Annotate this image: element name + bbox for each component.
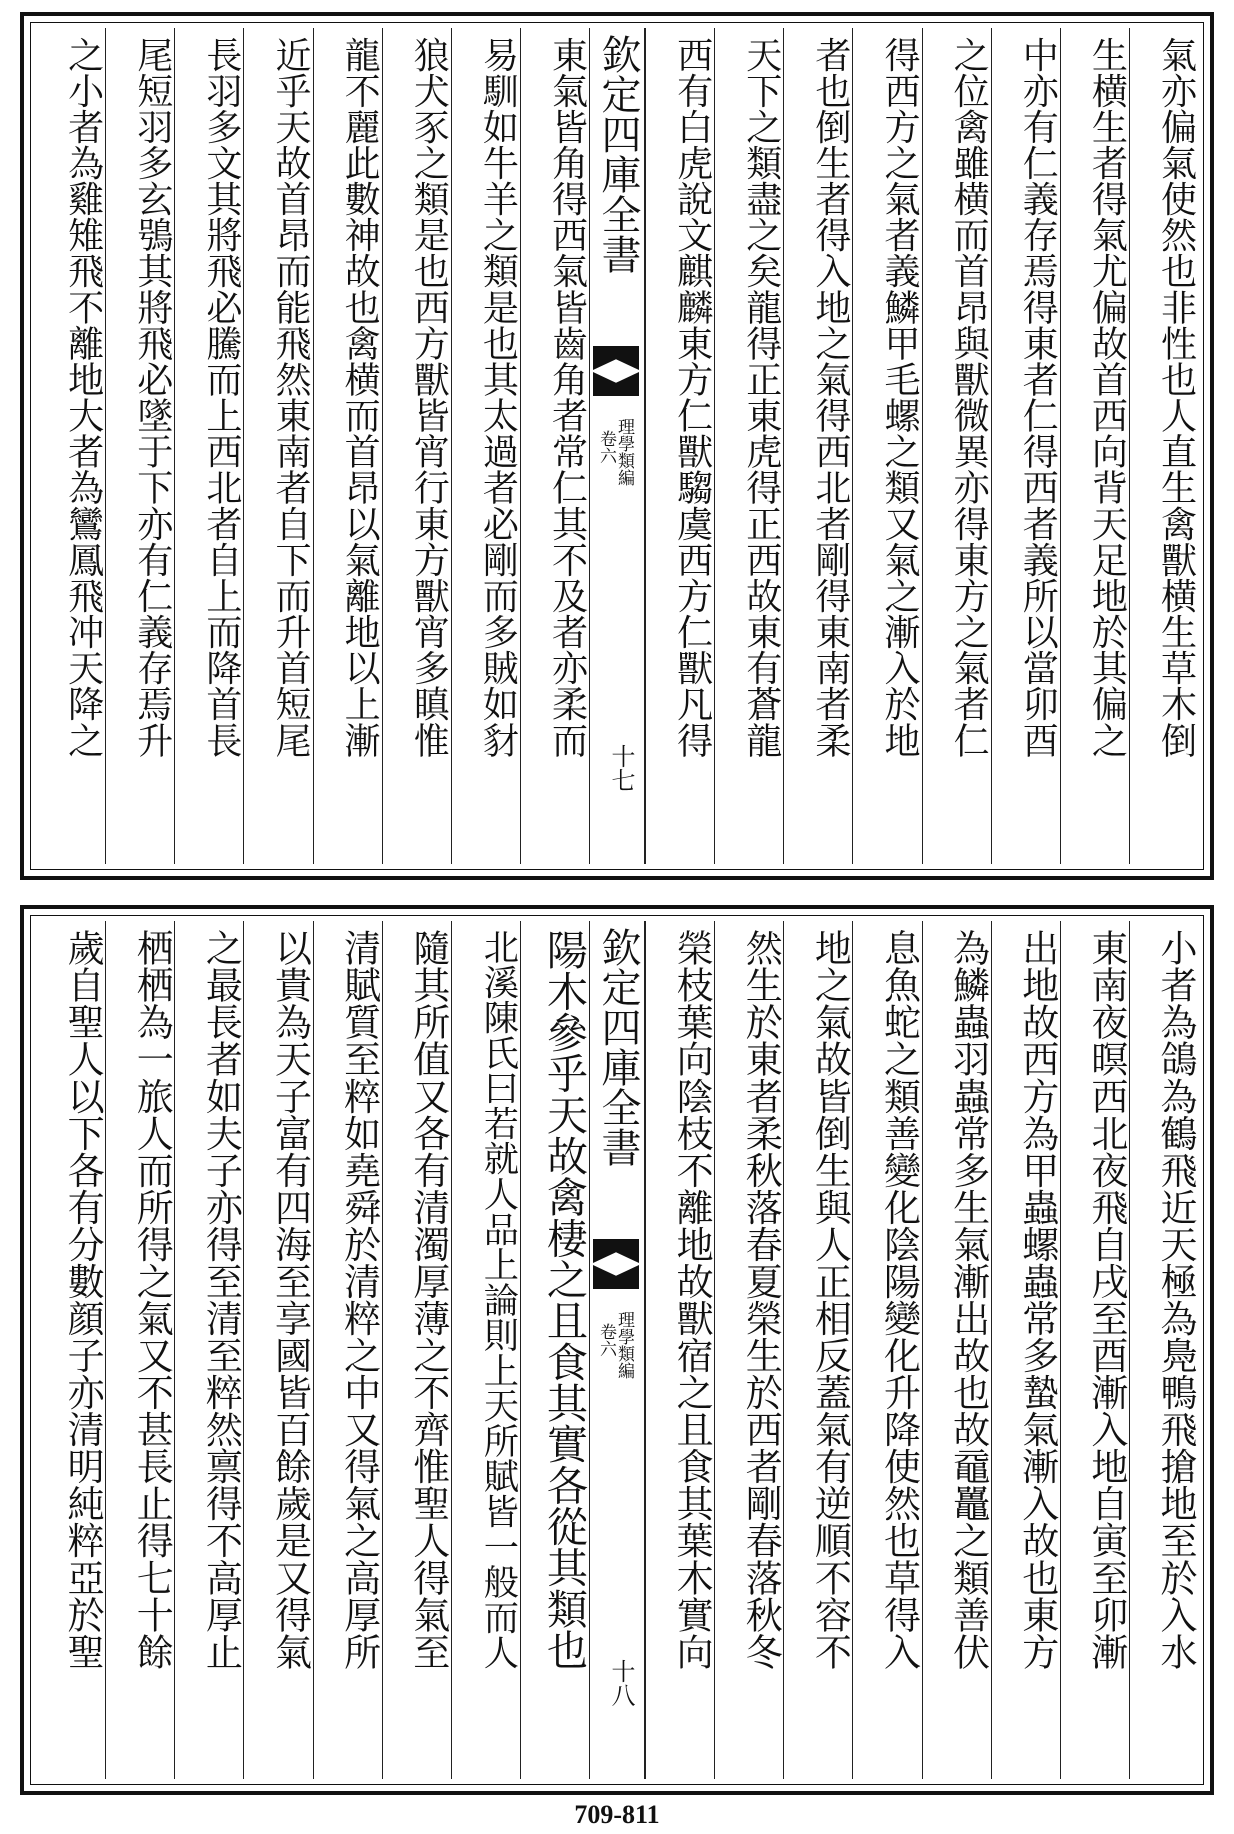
text-column [1129,921,1198,1779]
text-column [783,921,852,1779]
center-margin-column [589,28,645,864]
column-text: 之位禽雖横而首昂與獸微異亦得東方之氣者仁 [947,36,990,758]
top-page [20,12,1214,880]
text-column [922,921,991,1779]
text-column [174,921,243,1779]
column-text: 為鱗蟲羽蟲常多生氣漸出故也故黿鼉之類善伏 [946,929,990,1670]
bottom-page-body [36,921,1198,1779]
text-column [36,28,105,864]
book-series-title: 欽定四庫全書 [595,927,641,1167]
text-column [105,921,174,1779]
text-column [382,921,451,1779]
text-column [313,921,382,1779]
column-text: 小者為鴿為鶴飛近天極為鳧鴨飛搶地至於入水 [1154,929,1197,1670]
column-text: 出地故西方為甲蟲螺蟲常多蟄氣漸入故也東方 [1015,929,1059,1670]
column-text: 之最長者如夫子亦得至清至粹然禀得不高厚止 [199,929,243,1670]
column-text: 隨其所值又各有清濁厚薄之不齊惟聖人得氣至 [406,929,450,1670]
column-text: 北溪陳氏曰若就人品上論則上天所賦皆一般而人 [477,929,519,1670]
volume-label: 卷六 [596,430,616,464]
column-text: 中亦有仁義存焉得東者仁得西者義所以當卯酉 [1016,36,1059,758]
center-margin-column [589,921,645,1779]
text-column [1060,28,1129,864]
column-text: 狼犬豕之類是也西方獸皆宵行東方獸宵多瞋惟 [407,36,450,758]
column-text: 之小者為雞雉飛不離地大者為鸞鳳飛冲天降之 [62,36,105,758]
column-text: 地之氣故皆倒生與人正相反蓋氣有逆順不容不 [808,929,852,1670]
volume-label: 卷六 [596,1323,616,1357]
top-page-body [36,28,1198,864]
text-column [783,28,852,864]
page-footer-number: 709-811 [574,1800,660,1829]
text-column [1129,28,1198,864]
column-text: 東南夜暝西北夜飛自戌至酉漸入地自寅至卯漸 [1084,929,1128,1670]
text-column [451,28,520,864]
text-column [852,28,921,864]
column-text: 陽木參乎天故禽棲之且食其實各從其類也 [540,929,588,1670]
column-text: 易馴如牛羊之類是也其太過者必剛而多賊如豺 [476,36,519,758]
fish-tail-mark-icon [593,346,639,370]
text-column [313,28,382,864]
text-column [243,921,312,1779]
column-text: 西有白虎說文麒麟東方仁獸騶虞西方仁獸凡得 [671,36,714,758]
text-column [991,921,1060,1779]
fish-tail-mark-icon [593,1265,639,1289]
column-text: 生横生者得氣尤偏故首西向背天足地於其偏之 [1085,36,1128,758]
text-column [1060,921,1129,1779]
fish-tail-mark-icon [593,1239,639,1263]
column-text: 近乎天故首昂而能飛然東南者自下而升首短尾 [269,36,312,758]
column-text: 尾短羽多玄鴞其將飛必墜于下亦有仁義存焉升 [131,36,174,758]
text-column [852,921,921,1779]
book-title: 理學類編 [614,418,634,486]
book-title: 理學類編 [614,1311,634,1379]
column-text: 龍不麗此數神故也禽横而首昂以氣離地以上漸 [338,36,381,758]
column-text: 東氣皆角得西氣皆齒角者常仁其不及者亦柔而 [546,36,588,758]
text-column [174,28,243,864]
text-column [714,921,783,1779]
column-text: 栖栖為一旅人而所得之氣又不甚長止得七十餘 [130,929,174,1670]
text-column [714,28,783,864]
column-text: 歲自聖人以下各有分數顔子亦清明純粹亞於聖 [61,929,105,1670]
leaf-number: 十八 [607,1659,635,1707]
column-text: 天下之類盡之矣龍得正東虎得正西故東有蒼龍 [740,36,783,758]
leaf-number: 十七 [607,744,635,792]
column-text: 氣亦偏氣使然也非性也人直生禽獸横生草木倒 [1155,36,1197,758]
column-text: 息魚蛇之類善變化陰陽變化升降使然也草得入 [877,929,921,1670]
text-column [382,28,451,864]
column-text: 以貴為天子富有四海至享國皆百餘歲是又得氣 [268,929,312,1670]
book-series-title: 欽定四庫全書 [595,34,641,274]
column-text: 清賦質至粹如堯舜於清粹之中又得氣之高厚所 [337,929,381,1670]
text-column [520,921,589,1779]
text-column [645,921,714,1779]
text-column [520,28,589,864]
text-column [991,28,1060,864]
text-column [451,921,520,1779]
text-column [36,921,105,1779]
text-column [105,28,174,864]
column-text: 長羽多文其將飛必騰而上西北者自上而降首長 [200,36,243,758]
text-column [645,28,714,864]
column-text: 然生於東者柔秋落春夏榮生於西者剛春落秋冬 [739,929,783,1670]
column-text: 者也倒生者得入地之氣得西北者剛得東南者柔 [809,36,852,758]
bottom-page [20,905,1214,1795]
text-column [922,28,991,864]
column-text: 得西方之氣者義鱗甲毛螺之類又氣之漸入於地 [878,36,921,758]
fish-tail-mark-icon [593,372,639,396]
text-column [243,28,312,864]
column-text: 榮枝葉向陰枝不離地故獸宿之且食其葉木實向 [670,929,714,1670]
